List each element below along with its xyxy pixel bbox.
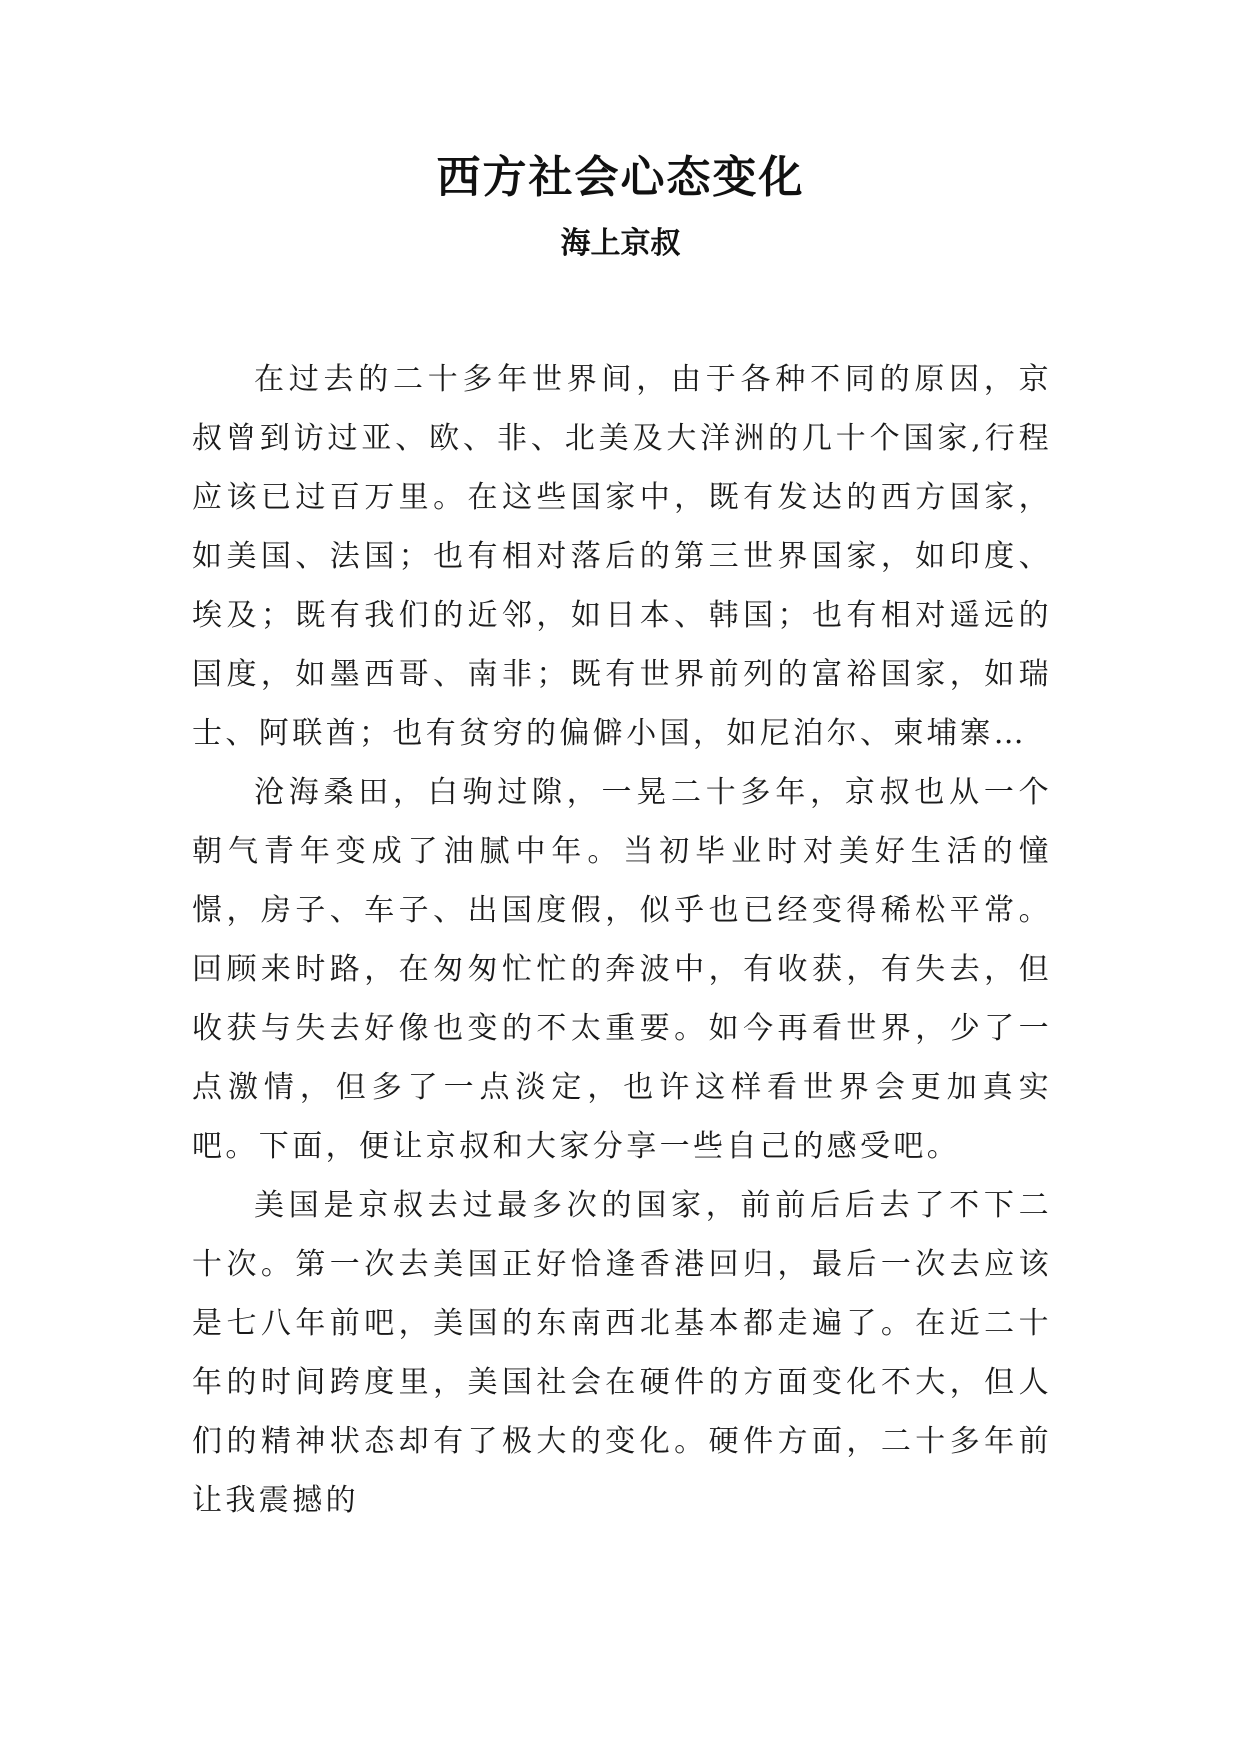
- paragraph-2: 沧海桑田，白驹过隙，一晃二十多年，京叔也从一个朝气青年变成了油腻中年。当初毕业时对美好生活的憧憬，房子、车子、出国度假，似乎也已经变得稀松平常。回顾来时路，在匆匆忙忙的奔波中，有收获，有失去，但收获与失去好像也变的不太重要。如今再看世界，少了一点激情，但多了一点淡定，也许这样看世界会更加真实吧。下面，便让京叔和大家分享一些自己的感受吧。: [192, 775, 1052, 1164]
- document-author: 海上京叔: [560, 226, 681, 261]
- paragraph-3: 美国是京叔去过最多次的国家，前前后后去了不下二十次。第一次去美国正好恰逢香港回归，最后一次去应该是七八年前吧，美国的东南西北基本都走遍了。在近二十年的时间跨度里，美国社会在硬件的方面变化不大，但人们的精神状态却有了极大的变化。硬件方面，二十多年前让我震撼的: [192, 1188, 1052, 1518]
- document-body: [192, 350, 1052, 1530]
- document-title: 西方社会心态变化: [436, 152, 805, 203]
- paragraph-1: 在过去的二十多年世界间，由于各种不同的原因，京叔曾到访过亚、欧、非、北美及大洋洲的几十个国家,行程应该已过百万里。在这些国家中，既有发达的西方国家，如美国、法国；也有相对落后的第三世界国家，如印度、埃及；既有我们的近邻，如日本、韩国；也有相对遥远的国度，如墨西哥、南非；既有世界前列的富裕国家，如瑞士、阿联酋；也有贫穷的偏僻小国，如尼泊尔、柬埔寨…: [192, 362, 1052, 751]
